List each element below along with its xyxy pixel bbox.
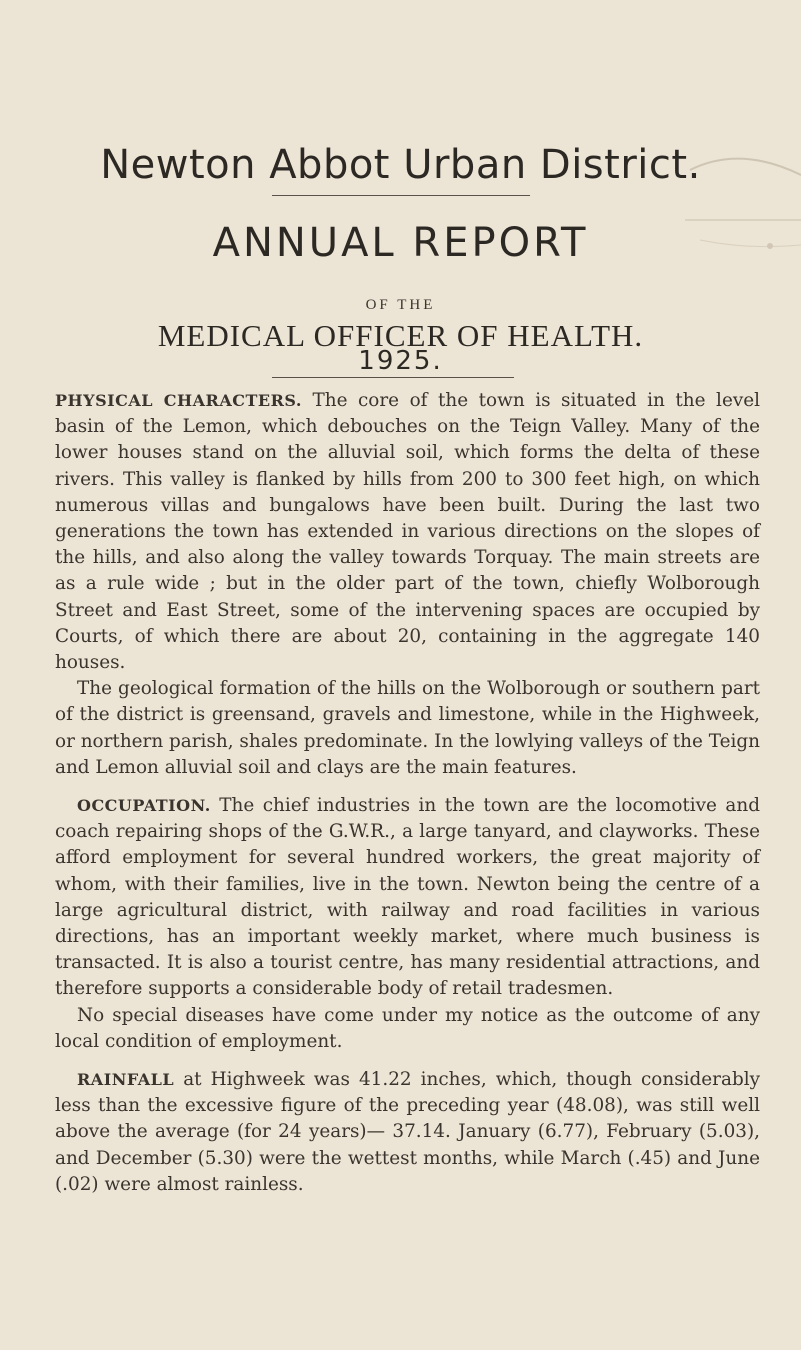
- report-body: [55, 388, 760, 1198]
- occupation-heading: OCCUPATION.: [77, 796, 211, 816]
- physical-heading: PHYSICAL CHARACTERS.: [55, 391, 302, 410]
- report-year: 1925.: [358, 346, 443, 376]
- rainfall-text: at Highweek was 41.22 inches, which, though considerably less than the excessive figure of the preceding year (48.08), was still well above the average (for 24 years)— 37.14. January (6.77), February (5.03), and December (5.30) were the wettest months, while March (.45) and June (.02) were almost rainless.: [55, 1069, 760, 1195]
- title-divider: [272, 195, 530, 196]
- physical-text: The core of the town is situated in the level basin of the Lemon, which debouches on the Teign Valley. Many of the lower houses stand on the alluvial soil, which forms the delta of these rivers. This valley is flanked by hills from 200 to 300 feet high, on which numerous villas and bungalows have been built. During the last two generations the town has extended in various directions on the slopes of the hills, and also along the valley towards Torquay. The main streets are as a rule wide ; but in the older part of the town, chiefly Wolborough Street and East Street, some of the intervening spaces are occupied by Courts, of which there are about 20, containing in the aggregate 140 houses.: [55, 390, 760, 674]
- header-divider: [272, 377, 514, 378]
- geology-text: The geological formation of the hills on the Wolborough or southern part of the district is greensand, gravels and limestone, while in the Highweek, or northern parish, shales predominate. In the lowlying valleys of the Teign and Lemon alluvial soil and clays are the main features.: [55, 678, 760, 778]
- officer-title: MEDICAL OFFICER OF HEALTH.: [157, 318, 644, 353]
- occupation-text: The chief industries in the town are the locomotive and coach repairing shops of the G.W.R., a large tanyard, and clayworks. These afford employment for several hundred workers, the great majority of whom, with their families, live in the town. Newton being the centre of a large agricultural district, with railway and road facilities in various directions, has an important weekly market, where much business is transacted. It is also a tourist centre, has many residential attractions, and therefore supports a considerable body of retail tradesmen.: [55, 795, 760, 1000]
- report-title: ANNUAL REPORT: [212, 220, 589, 266]
- occupation-paragraph: [55, 793, 760, 1003]
- rainfall-heading: RAINFALL: [77, 1070, 175, 1090]
- geology-paragraph: [55, 676, 760, 781]
- physical-paragraph: [55, 388, 760, 676]
- district-title: Newton Abbot Urban District.: [100, 142, 701, 188]
- diseases-paragraph: [55, 1003, 760, 1055]
- of-the-label: OF THE: [365, 297, 436, 313]
- rainfall-paragraph: [55, 1067, 760, 1198]
- diseases-text: No special diseases have come under my notice as the outcome of any local condition of employment.: [55, 1004, 760, 1052]
